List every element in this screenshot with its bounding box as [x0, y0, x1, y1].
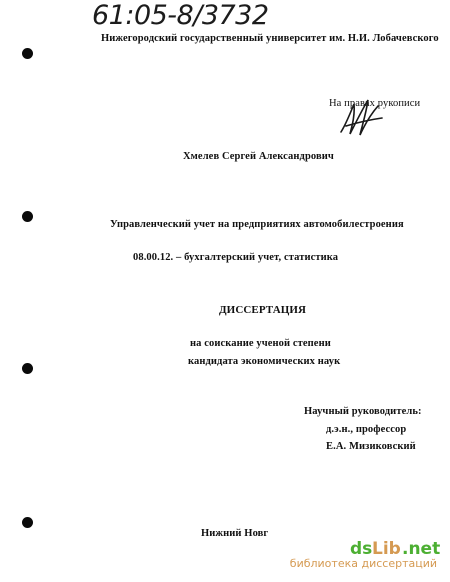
author-name: Хмелев Сергей Александрович [183, 151, 334, 162]
signature-icon [338, 96, 384, 138]
university-name: Нижегородский государственный университет им. Н.И. Лобачевского [101, 33, 439, 44]
degree-line-2: кандидата экономических наук [188, 356, 341, 367]
document-type: ДИССЕРТАЦИЯ [219, 304, 307, 316]
binder-hole-2 [22, 211, 33, 222]
binder-hole-1 [22, 48, 33, 59]
handwritten-archive-number: 61:05-8/3732 [92, 0, 269, 31]
dissertation-title: Управленческий учет на предприятиях автомобилестроения [110, 219, 404, 230]
supervisor-name: Е.А. Мизиковский [326, 441, 416, 452]
dslib-logo [350, 539, 441, 559]
city-name: Нижний Новг [201, 528, 269, 539]
degree-line-1: на соискание ученой степени [190, 338, 331, 349]
binder-hole-4 [22, 517, 33, 528]
manuscript-note: На правах рукописи [329, 98, 421, 109]
specialty-code: 08.00.12. – бухгалтерский учет, статистика [133, 252, 339, 263]
svg-text:.net: .net [402, 539, 441, 559]
supervisor-heading: Научный руководитель: [304, 406, 422, 417]
svg-text:ds: ds [350, 539, 373, 559]
watermark-caption: библиотека диссертаций [289, 557, 437, 570]
binder-hole-3 [22, 363, 33, 374]
svg-text:Lib: Lib [372, 539, 401, 559]
supervisor-degree: д.э.н., профессор [326, 424, 407, 435]
